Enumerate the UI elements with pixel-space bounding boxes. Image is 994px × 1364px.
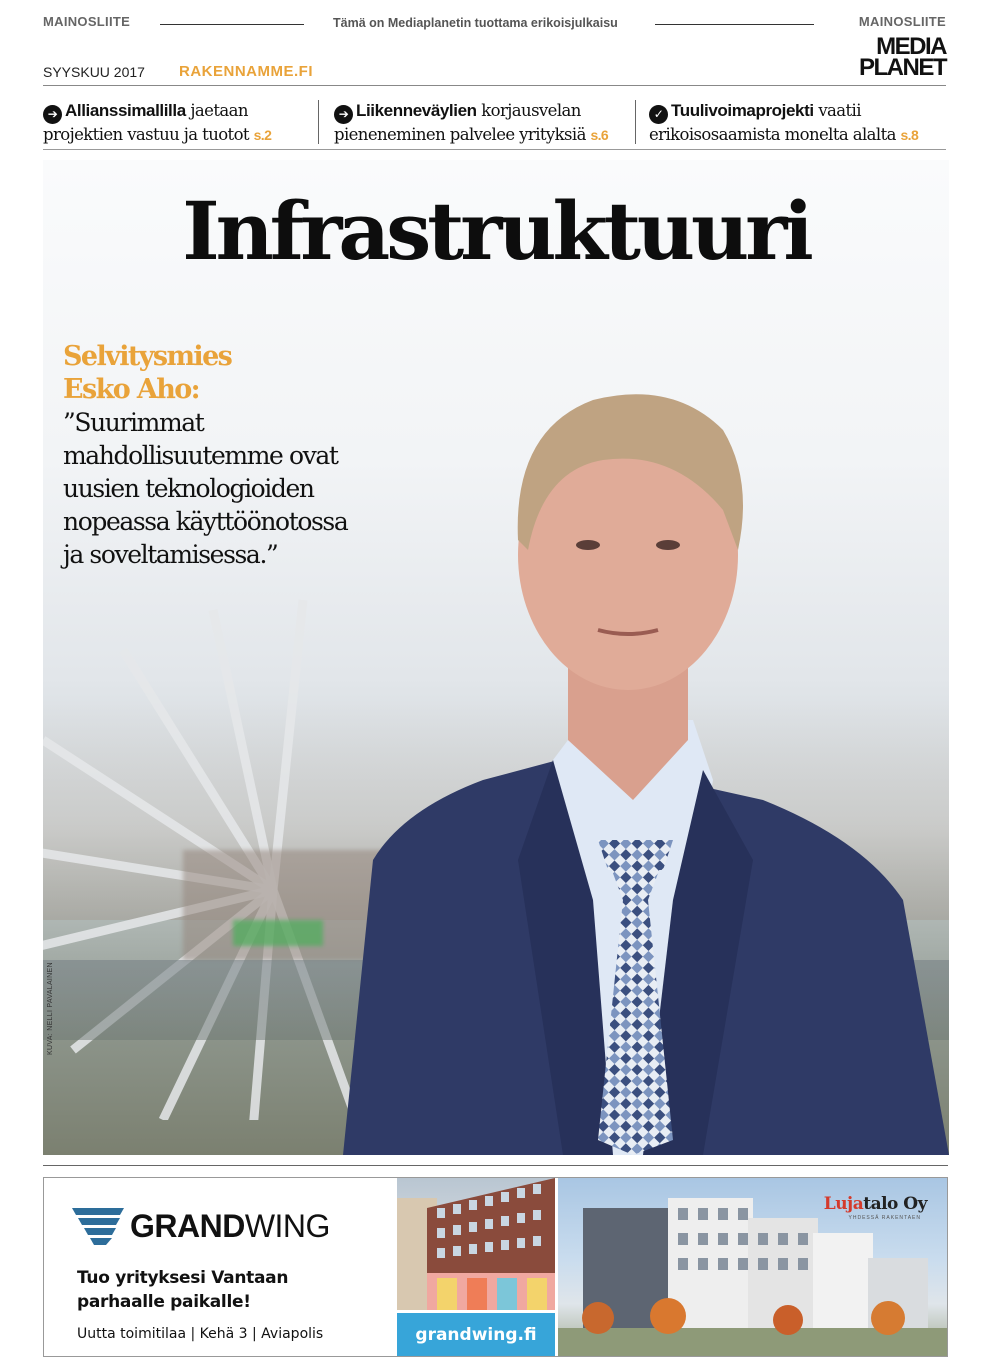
- issue-date: SYYSKUU 2017: [43, 64, 145, 80]
- quote-line: uusien teknologioiden: [63, 474, 314, 503]
- portrait-figure: [343, 340, 949, 1155]
- ad-url-button[interactable]: grandwing.fi: [397, 1313, 555, 1357]
- ad-tagline: [77, 1266, 288, 1314]
- teaser-page: s.2: [253, 127, 272, 143]
- masthead-bottom: [43, 33, 946, 86]
- background-sign: [233, 920, 323, 946]
- lujatalo-subtitle: YHDESSÄ RAKENTAEN: [848, 1215, 921, 1221]
- cover-photo: [43, 160, 949, 1155]
- quote-attribution: Esko Aho:: [63, 374, 200, 405]
- check-circle-icon: ✓: [649, 105, 668, 124]
- teaser-headline: Allianssimallilla: [65, 101, 186, 120]
- divider: [318, 100, 319, 144]
- building-photo: [397, 1178, 555, 1310]
- publisher-note: Tämä on Mediaplanetin tuottama erikoisjulkaisu: [333, 16, 618, 30]
- quote-line: ja soveltamisessa.”: [63, 540, 278, 569]
- teaser-bar: [43, 96, 946, 150]
- tagline-line: Tuo yrityksesi Vantaan: [77, 1268, 289, 1288]
- arrow-circle-icon: ➔: [334, 105, 353, 124]
- website-link[interactable]: RAKENNAMME.FI: [179, 63, 313, 80]
- teaser-page: s.6: [590, 127, 609, 143]
- cover-quote: [63, 340, 403, 571]
- office-render-photo: [558, 1178, 948, 1357]
- grandwing-advertisement[interactable]: [43, 1177, 948, 1357]
- cover-title: Infrastruktuuri: [182, 184, 810, 278]
- divider: [635, 100, 636, 144]
- partner-red: Luja: [823, 1194, 864, 1214]
- ad-brand-name: [130, 1208, 330, 1245]
- lujatalo-logo: [824, 1194, 927, 1214]
- partner-rest: talo Oy: [863, 1194, 927, 1214]
- teaser-text: jaetaan projektien vastuu ja tuotot: [43, 101, 254, 144]
- teaser-item[interactable]: [334, 100, 634, 146]
- tagline-line: parhaalle paikalle!: [77, 1292, 251, 1312]
- quote-line: ”Suurimmat: [63, 408, 204, 437]
- logo-line: PLANET: [859, 54, 946, 81]
- brand-light: WING: [244, 1208, 330, 1244]
- photo-credit: KUVA: NELLI PAVALAINEN: [47, 962, 54, 1055]
- quote-attribution: Selvitysmies: [63, 341, 232, 372]
- ad-text-panel: [44, 1178, 396, 1357]
- masthead-top: [43, 14, 946, 34]
- logo-line: MEDIA: [876, 33, 946, 60]
- wing-logo-icon: [72, 1206, 124, 1246]
- building-illustration: [397, 1178, 555, 1310]
- ad-location: Uutta toimitilaa | Kehä 3 | Aviapolis: [77, 1326, 324, 1342]
- divider: [655, 24, 814, 25]
- brand-bold: GRAND: [130, 1208, 245, 1244]
- teaser-text: korjausvelan pieneneminen palvelee yrityksiä: [334, 101, 591, 144]
- divider: [43, 1165, 948, 1166]
- divider: [160, 24, 304, 25]
- quote-line: nopeassa käyttöönotossa: [63, 507, 348, 536]
- mediaplanet-logo: [846, 33, 946, 81]
- teaser-headline: Tuulivoimaprojekti: [671, 101, 814, 120]
- supplement-label-right: MAINOSLIITE: [858, 14, 946, 29]
- teaser-item[interactable]: [649, 100, 946, 146]
- teaser-page: s.8: [900, 127, 919, 143]
- teaser-headline: Liikenneväylien: [356, 101, 477, 120]
- arrow-circle-icon: ➔: [43, 105, 62, 124]
- quote-line: mahdollisuutemme ovat: [63, 441, 338, 470]
- supplement-label-left: MAINOSLIITE: [43, 14, 131, 29]
- teaser-text: vaatii erikoisosaamista monelta alalta: [649, 101, 901, 144]
- teaser-item[interactable]: [43, 100, 315, 146]
